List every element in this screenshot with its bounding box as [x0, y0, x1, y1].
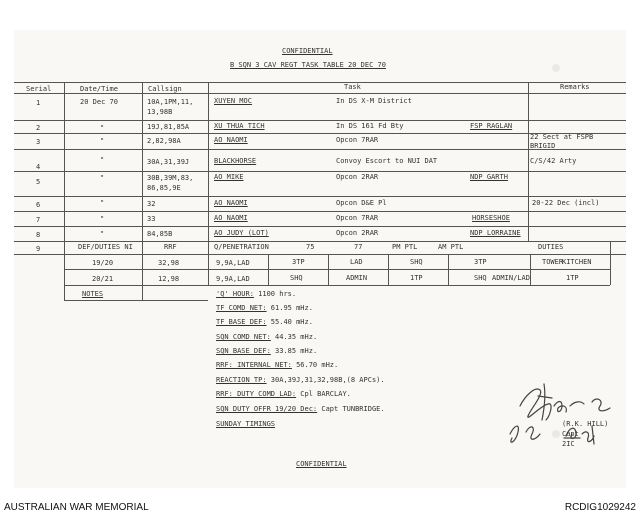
duty-header-penetration: Q/PENETRATION	[214, 243, 269, 251]
col-header-remarks: Remarks	[560, 83, 590, 91]
duty-header-pm-ptl: PM PTL	[392, 243, 418, 251]
classification-top: CONFIDENTIAL	[282, 47, 333, 55]
signature-name: (R.K. HILL)	[562, 420, 609, 428]
table-row-task-location: XUYEN MOC	[214, 97, 252, 105]
table-row-serial: 8	[36, 231, 41, 239]
table-row-callsign-cont: 86,85,9E	[147, 184, 181, 192]
table-row-callsign: 2,82,98A	[147, 137, 181, 145]
table-row-date: "	[100, 137, 105, 145]
table-row-task-detail: Opcon D&E Pl	[336, 199, 387, 207]
handwritten-signature	[500, 376, 620, 456]
table-row-callsign: 84,85B	[147, 230, 173, 238]
table-row-date: "	[100, 230, 105, 238]
table-row-callsign: 33	[147, 215, 156, 223]
table-row-callsign: 19J,81,85A	[147, 123, 190, 131]
table-row-date: 20 Dec 70	[80, 98, 118, 106]
note-item: TF BASE DEF: 55.40 mHz.	[216, 318, 313, 326]
duty-row-c4: SHQ	[474, 274, 487, 282]
table-row-task-location: XU THUA TICH	[214, 122, 265, 130]
duty-row-c3: SHQ	[410, 258, 423, 266]
classification-bottom: CONFIDENTIAL	[296, 460, 347, 468]
table-row-callsign: 32	[147, 200, 156, 208]
duty-row-c5: ADMIN/LAD	[492, 274, 530, 282]
footer-source: AUSTRALIAN WAR MEMORIAL	[4, 502, 149, 513]
duty-header-date: DEF/DUTIES NI	[78, 243, 133, 251]
table-row-remarks-cont: BRIGID	[530, 142, 556, 150]
table-row-task-location: AO NAOMI	[214, 199, 248, 207]
table-row-task-location: BLACKHORSE	[214, 157, 257, 165]
table-row-task-location: AO JUDY (LOT)	[214, 229, 269, 237]
note-item: RRF: DUTY COMD LAD: Cpl BARCLAY.	[216, 390, 351, 398]
table-row-callsign: 30B,39M,83,	[147, 174, 194, 182]
note-item: 'Q' HOUR: 1100 hrs.	[216, 290, 297, 298]
duty-row-c3: 1TP	[410, 274, 423, 282]
duty-row-c1: SHQ	[290, 274, 303, 282]
col-header-serial: Serial	[26, 85, 52, 93]
duty-header-rrf: RRF	[164, 243, 177, 251]
duty-header-77: 77	[354, 243, 363, 251]
duty-row-c2: ADMIN	[346, 274, 368, 282]
table-row-task-base: HORSESHOE	[472, 214, 510, 222]
col-header-task: Task	[344, 83, 361, 91]
note-item: REACTION TP: 30A,39J,31,32,98B,(8 APCs).	[216, 376, 385, 384]
table-row-serial: 4	[36, 163, 41, 171]
duty-header-duties: DUTIES	[538, 243, 564, 251]
table-row-task-detail: Opcon 2RAR	[336, 229, 379, 237]
table-row-date: "	[100, 174, 105, 182]
table-row-date: "	[100, 124, 105, 132]
table-row-remarks: 22 Sect at FSPB	[530, 133, 594, 141]
table-row-task-base: NDP GARTH	[470, 173, 508, 181]
duty-row-penetration: 9,9A,LAD	[216, 259, 250, 267]
duty-row-c6: KITCHEN	[562, 258, 592, 266]
document-title: B SQN 3 CAV REGT TASK TABLE 20 DEC 70	[230, 61, 386, 69]
table-row-serial: 5	[36, 178, 41, 186]
table-row-task-location: AO NAOMI	[214, 214, 248, 222]
note-item: SQN DUTY OFFR 19/20 Dec: Capt TUNBRIDGE.	[216, 405, 385, 413]
col-header-datetime: Date/Time	[80, 85, 118, 93]
table-row-serial: 2	[36, 124, 41, 132]
duty-row-rrf: 12,98	[158, 275, 180, 283]
note-item: SQN BASE DEF: 33.85 mHz.	[216, 347, 318, 355]
duty-row-c1: 3TP	[292, 258, 305, 266]
notes-label: NOTES	[82, 290, 104, 298]
table-row-callsign-cont: 13,98B	[147, 108, 173, 116]
signature-appointment: 2IC	[562, 440, 575, 448]
table-row-serial: 1	[36, 99, 41, 107]
duty-header-am-ptl: AM PTL	[438, 243, 464, 251]
table-row-task-detail: In DS X-M District	[336, 97, 412, 105]
punch-hole	[552, 64, 560, 72]
duty-header-75: 75	[306, 243, 315, 251]
duty-row-penetration: 9,9A,LAD	[216, 275, 250, 283]
table-row-task-location: AO MIKE	[214, 173, 244, 181]
duty-row-c2: LAD	[350, 258, 363, 266]
col-header-callsign: Callsign	[148, 85, 182, 93]
duty-row-c6: 1TP	[566, 274, 579, 282]
table-row-task-base: FSP RAGLAN	[470, 122, 513, 130]
table-row-task-base: NDP LORRAINE	[470, 229, 521, 237]
note-item: TF COMD NET: 61.95 mHz.	[216, 304, 313, 312]
duty-row-rrf: 32,98	[158, 259, 180, 267]
table-row-date: "	[100, 156, 105, 164]
note-item: RRF: INTERNAL NET: 56.70 mHz.	[216, 361, 339, 369]
duty-row-date: 20/21	[92, 275, 114, 283]
duty-row-c5: TOWER	[542, 258, 564, 266]
table-row-task-detail: Opcon 7RAR	[336, 136, 379, 144]
table-row-task-location: AO NAOMI	[214, 136, 248, 144]
table-row-task-detail: In DS 161 Fd Bty	[336, 122, 404, 130]
table-row-callsign: 30A,31,39J	[147, 158, 190, 166]
table-row-date: "	[100, 215, 105, 223]
table-row-remarks: C/S/42 Arty	[530, 157, 577, 165]
table-row-date: "	[100, 199, 105, 207]
duty-row-c4: 3TP	[474, 258, 487, 266]
table-row-remarks: 20-22 Dec (incl)	[532, 199, 600, 207]
table-row-serial: 6	[36, 201, 41, 209]
table-row-task-detail: Opcon 2RAR	[336, 173, 379, 181]
signature-rank: Capt	[562, 430, 579, 438]
duty-row-date: 19/20	[92, 259, 114, 267]
table-row-serial: 3	[36, 138, 41, 146]
table-row-task-detail: Opcon 7RAR	[336, 214, 379, 222]
table-row-serial: 7	[36, 216, 41, 224]
table-row-task-detail: Convoy Escort to NUI DAT	[336, 157, 438, 165]
table-row-callsign: 10A,1PM,11,	[147, 98, 194, 106]
footer-record-id: RCDIG1029242	[564, 502, 636, 513]
note-item: SQN COMD NET: 44.35 mHz.	[216, 333, 318, 341]
duty-serial: 9	[36, 245, 41, 253]
note-item: SUNDAY TIMINGS	[216, 420, 276, 428]
